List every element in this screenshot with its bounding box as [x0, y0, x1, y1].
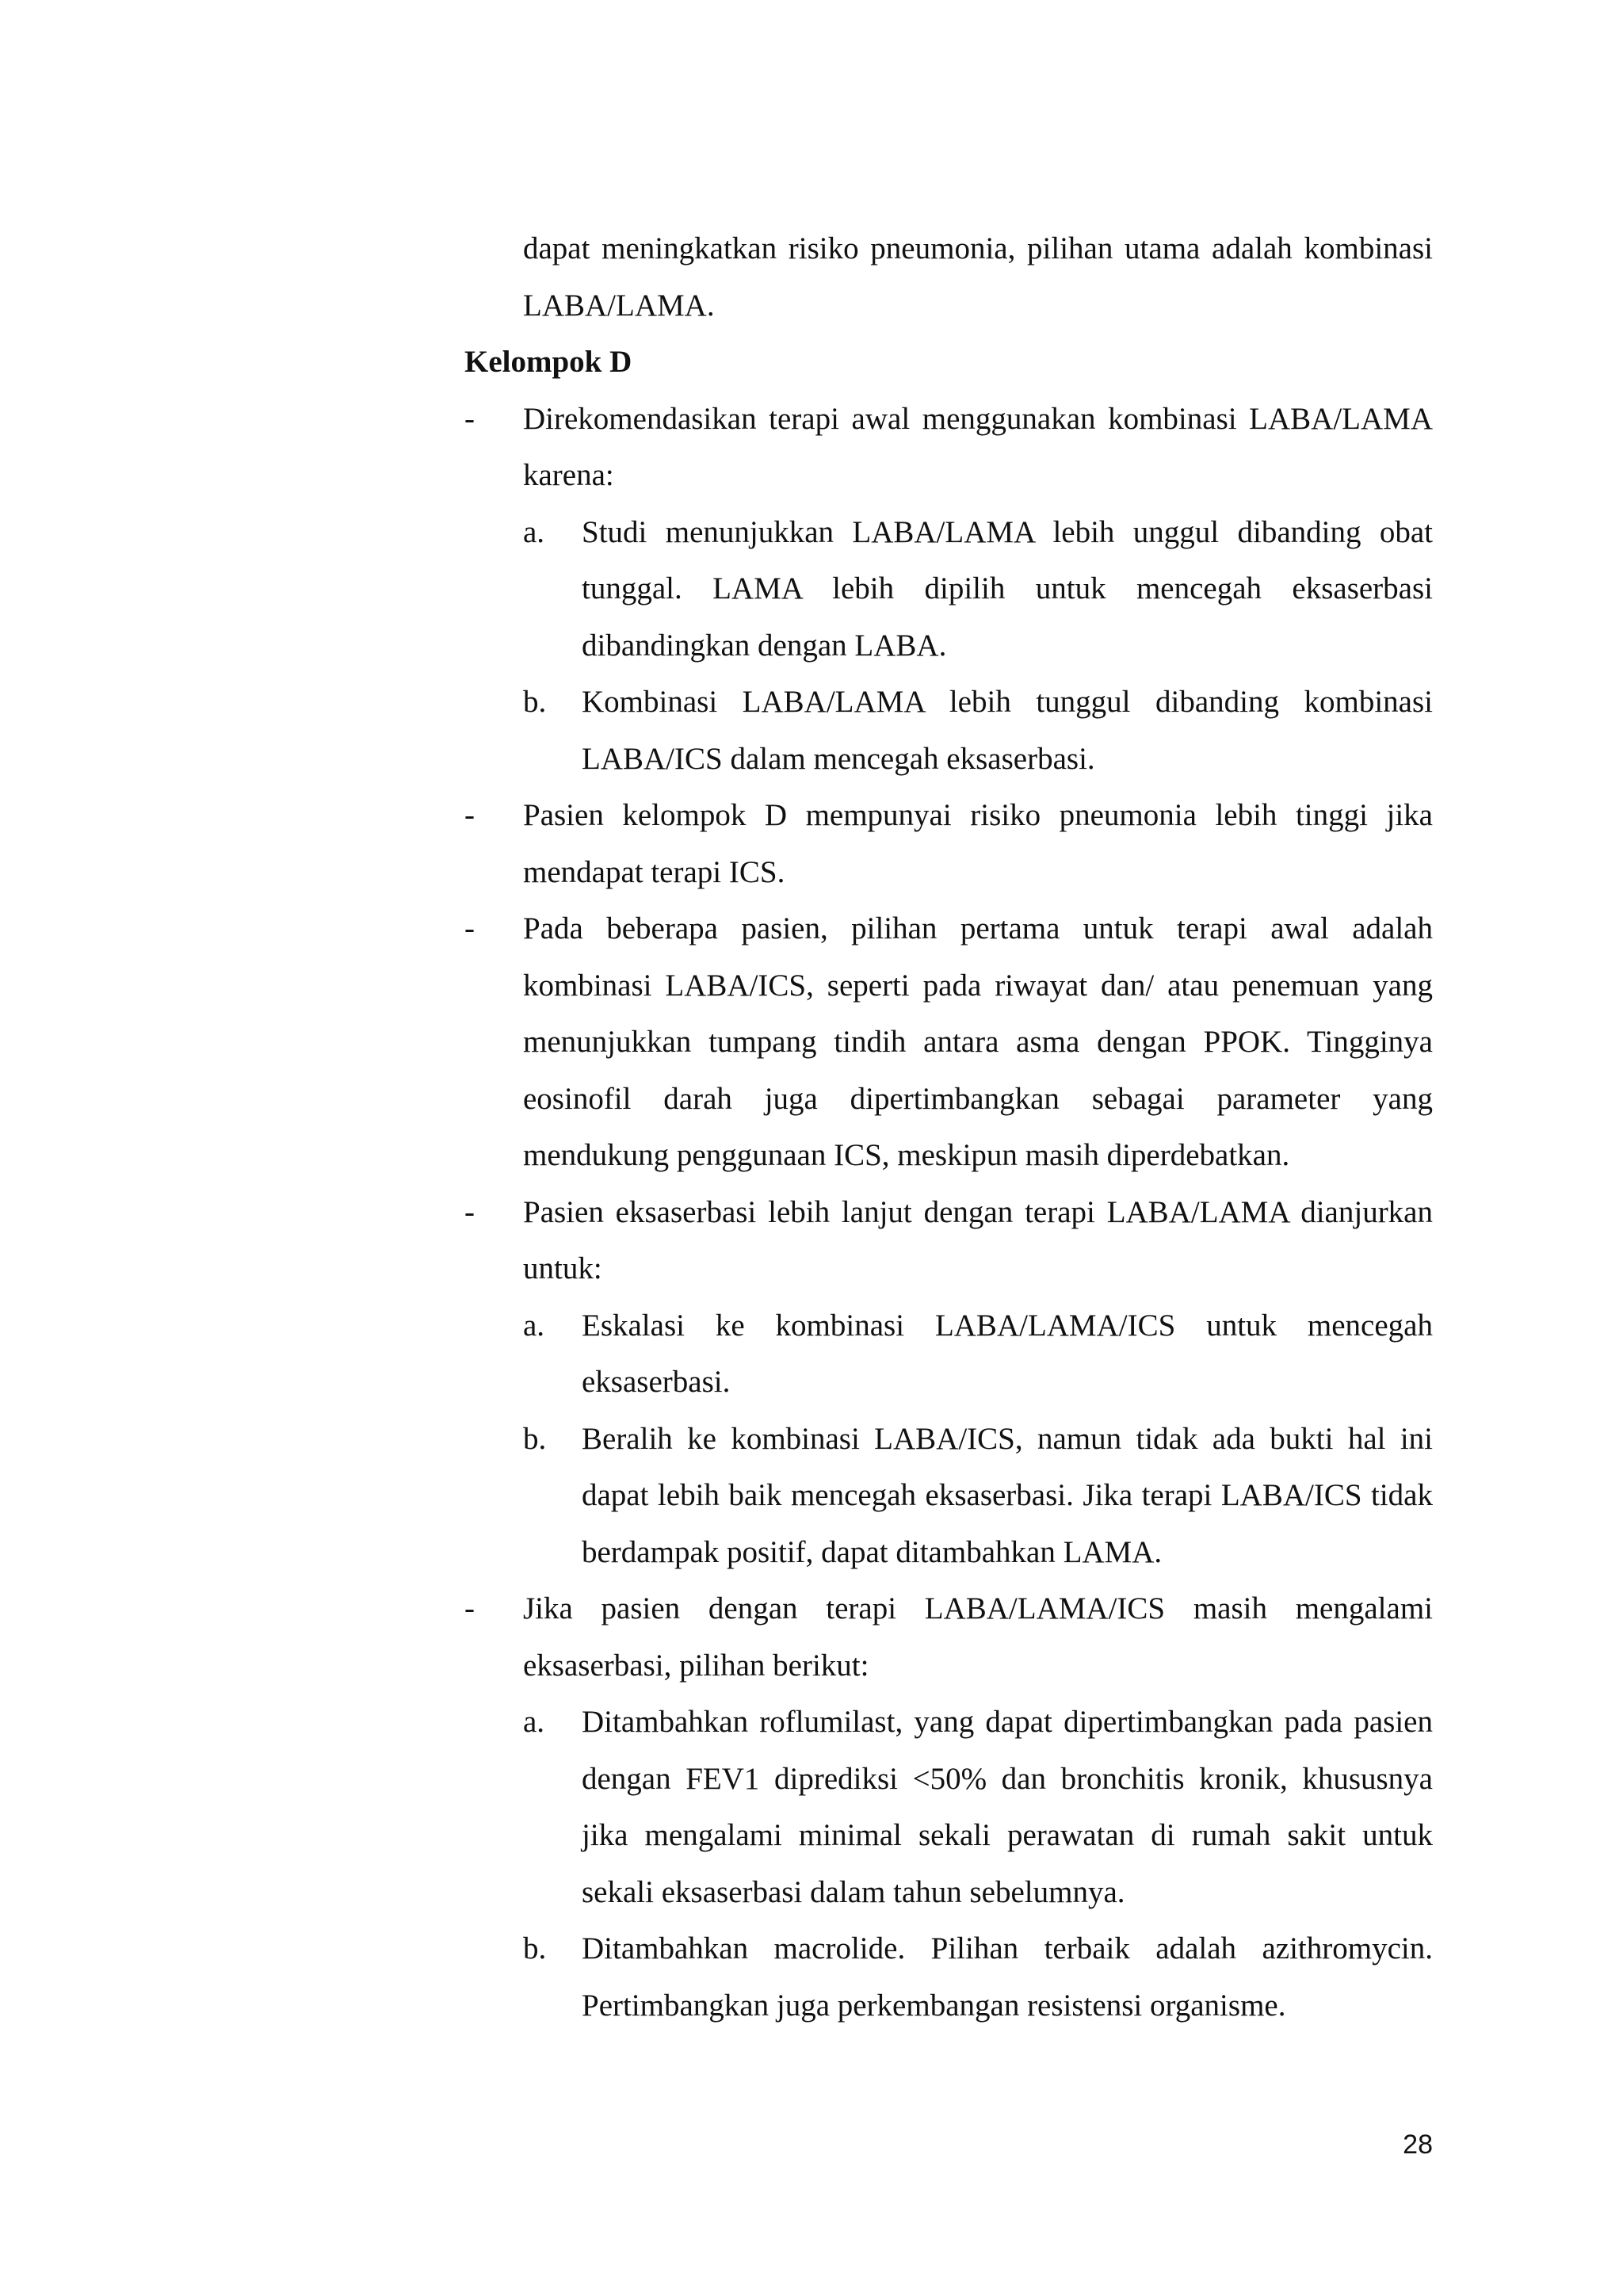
list-marker: - [464, 798, 475, 832]
section-heading: Kelompok D [464, 345, 632, 379]
sub-list-marker: b. [523, 1931, 547, 1966]
sub-list-marker: b. [523, 685, 547, 719]
sub-list-item [523, 1411, 1433, 1581]
sub-list [523, 504, 1433, 788]
list-marker: - [464, 911, 475, 946]
intro-paragraph: dapat meningkatkan risiko pneumonia, pilihan utama adalah kombinasi LABA/LAMA. [523, 231, 1433, 323]
sub-list-item [523, 504, 1433, 674]
sub-list-item-text: Studi menunjukkan LABA/LAMA lebih unggul dibanding obat tunggal. LAMA lebih dipilih untuk mencegah eksaserbasi dibandingkan dengan LABA. [582, 514, 1433, 663]
sub-list-marker: a. [523, 514, 545, 549]
sub-list-item [523, 1694, 1433, 1920]
list-item-text: Jika pasien dengan terapi LABA/LAMA/ICS masih mengalami eksaserbasi, pilihan berikut: [523, 1591, 1433, 1683]
list-marker: - [464, 1591, 475, 1626]
list-marker: - [464, 401, 475, 436]
sub-list-item-text: Eskalasi ke kombinasi LABA/LAMA/ICS untuk mencegah eksaserbasi. [582, 1308, 1433, 1399]
list-marker: - [464, 1194, 475, 1229]
page-content [464, 220, 1433, 2034]
list-item-text: Pasien kelompok D mempunyai risiko pneumonia lebih tinggi jika mendapat terapi ICS. [523, 798, 1433, 889]
list-item [464, 900, 1433, 1184]
sub-list-item-text: Ditambahkan roflumilast, yang dapat dipertimbangkan pada pasien dengan FEV1 diprediksi <50% dan bronchitis kronik, khususnya jika mengalami minimal sekali perawatan di rumah sakit untuk sekali eksaserbasi dalam tahun sebelumnya. [582, 1705, 1433, 1909]
sub-list-marker: a. [523, 1308, 545, 1343]
list-item-text: Direkomendasikan terapi awal menggunakan kombinasi LABA/LAMA karena: [523, 401, 1433, 492]
sub-list-item-text: Beralih ke kombinasi LABA/ICS, namun tidak ada bukti hal ini dapat lebih baik mencegah eksaserbasi. Jika terapi LABA/ICS tidak berdampak positif, dapat ditambahkan LAMA. [582, 1421, 1433, 1569]
page-number: 28 [1403, 2130, 1433, 2160]
list-item [464, 1580, 1433, 2034]
list-item [464, 391, 1433, 788]
list-item [464, 1184, 1433, 1581]
sub-list-item [523, 1297, 1433, 1411]
list-item-text: Pada beberapa pasien, pilihan pertama untuk terapi awal adalah kombinasi LABA/ICS, seperti pada riwayat dan/ atau penemuan yang menunjukkan tumpang tindih antara asma dengan PPOK. Tingginya eosinofil darah juga dipertimbangkan sebagai parameter yang mendukung penggunaan ICS, meskipun masih diperdebatkan. [523, 911, 1433, 1172]
sub-list [523, 1694, 1433, 2034]
list-item [464, 787, 1433, 900]
sub-list-marker: a. [523, 1705, 545, 1739]
sub-list-marker: b. [523, 1421, 547, 1456]
sub-list-item [523, 674, 1433, 787]
sub-list-item [523, 1920, 1433, 2034]
sub-list [523, 1297, 1433, 1581]
sub-list-item-text: Kombinasi LABA/LAMA lebih tunggul dibanding kombinasi LABA/ICS dalam mencegah eksaserbasi. [582, 685, 1433, 776]
sub-list-item-text: Ditambahkan macrolide. Pilihan terbaik adalah azithromycin. Pertimbangkan juga perkembangan resistensi organisme. [582, 1931, 1433, 2023]
list-item-text: Pasien eksaserbasi lebih lanjut dengan terapi LABA/LAMA dianjurkan untuk: [523, 1194, 1433, 1286]
